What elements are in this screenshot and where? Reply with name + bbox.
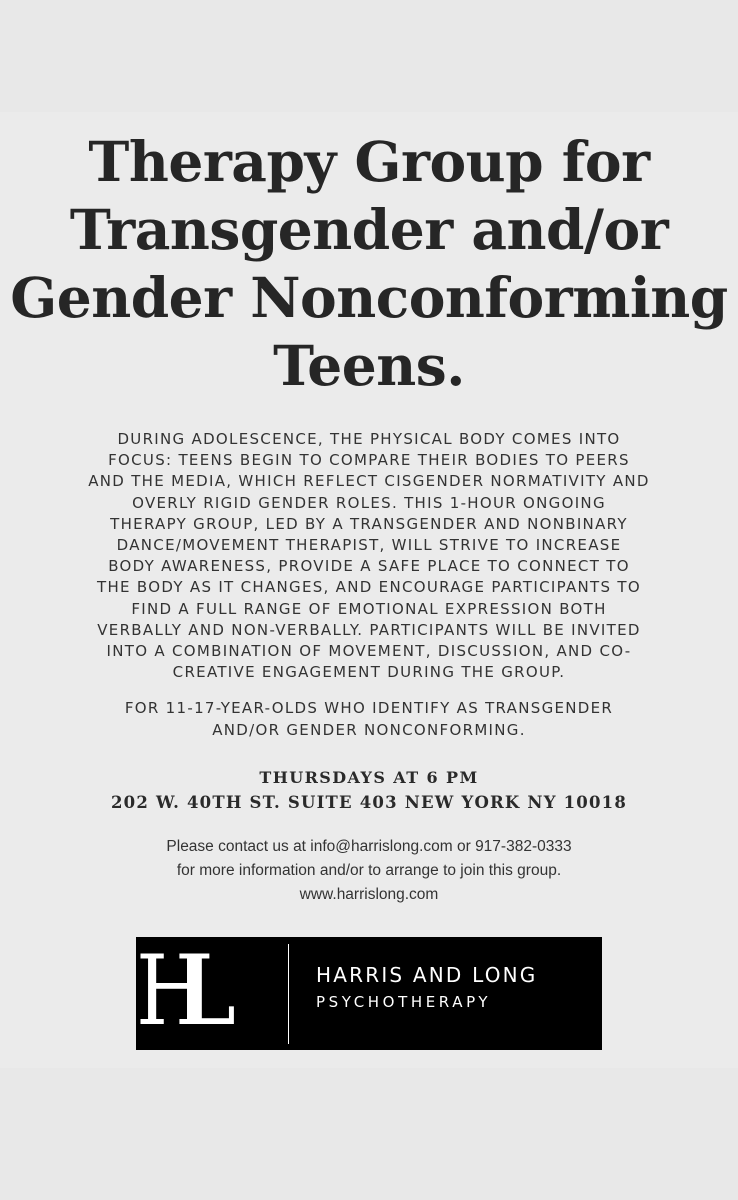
contact-line: for more information and/or to arrange to join this group. bbox=[176, 862, 562, 879]
description-line: CREATIVE ENGAGEMENT DURING THE GROUP. bbox=[172, 663, 566, 682]
description-line: DANCE/MOVEMENT THERAPIST, WILL STRIVE TO INCREASE bbox=[116, 536, 622, 555]
description-line: AND THE MEDIA, WHICH REFLECT CISGENDER NORMATIVITY AND bbox=[88, 472, 650, 491]
description-line: BODY AWARENESS, PROVIDE A SAFE PLACE TO CONNECT TO bbox=[108, 557, 630, 576]
audience-line: AND/OR GENDER NONCONFORMING. bbox=[212, 720, 526, 739]
contact-line: Please contact us at info@harrislong.com or 917-382-0333 bbox=[166, 838, 572, 855]
description-line: VERBALLY AND NON-VERBALLY. PARTICIPANTS WILL BE INVITED bbox=[97, 620, 641, 639]
description-line: THE BODY AS IT CHANGES, AND ENCOURAGE PARTICIPANTS TO bbox=[97, 578, 641, 597]
description-line: FOCUS: TEENS BEGIN TO COMPARE THEIR BODIES TO PEERS bbox=[108, 451, 630, 470]
title-line: Transgender and/or bbox=[69, 197, 669, 262]
contact-block bbox=[0, 835, 738, 907]
website-link[interactable]: www.harrislong.com bbox=[299, 886, 439, 903]
group-description bbox=[0, 429, 738, 683]
logo-divider bbox=[288, 944, 289, 1044]
audience-statement bbox=[0, 698, 738, 741]
title-line: Teens. bbox=[273, 333, 465, 398]
description-line: OVERLY RIGID GENDER ROLES. THIS 1-HOUR ONGOING bbox=[132, 493, 606, 512]
title-line: Therapy Group for bbox=[88, 129, 650, 194]
top-background-band bbox=[0, 0, 738, 112]
meeting-time: THURSDAYS AT 6 PM bbox=[259, 768, 479, 787]
bottom-background-band bbox=[0, 1068, 738, 1200]
meeting-address: 202 W. 40TH ST. SUITE 403 NEW YORK NY 10018 bbox=[110, 793, 628, 812]
schedule-block bbox=[0, 765, 738, 815]
description-line: DURING ADOLESCENCE, THE PHYSICAL BODY COMES INTO bbox=[117, 430, 621, 448]
logo-monogram: HL bbox=[136, 935, 211, 1047]
logo-firm-subtitle: PSYCHOTHERAPY bbox=[316, 993, 492, 1011]
flyer-title bbox=[0, 128, 738, 400]
description-line: THERAPY GROUP, LED BY A TRANSGENDER AND NONBINARY bbox=[110, 514, 628, 533]
description-line: FIND A FULL RANGE OF EMOTIONAL EXPRESSION BOTH bbox=[131, 599, 607, 618]
description-line: INTO A COMBINATION OF MOVEMENT, DISCUSSION, AND CO- bbox=[106, 642, 632, 661]
audience-line: FOR 11-17-YEAR-OLDS WHO IDENTIFY AS TRANSGENDER bbox=[124, 699, 614, 717]
title-line: Gender Nonconforming bbox=[10, 265, 728, 330]
logo-firm-name: HARRIS AND LONG bbox=[316, 963, 538, 987]
harris-long-logo bbox=[136, 937, 602, 1050]
